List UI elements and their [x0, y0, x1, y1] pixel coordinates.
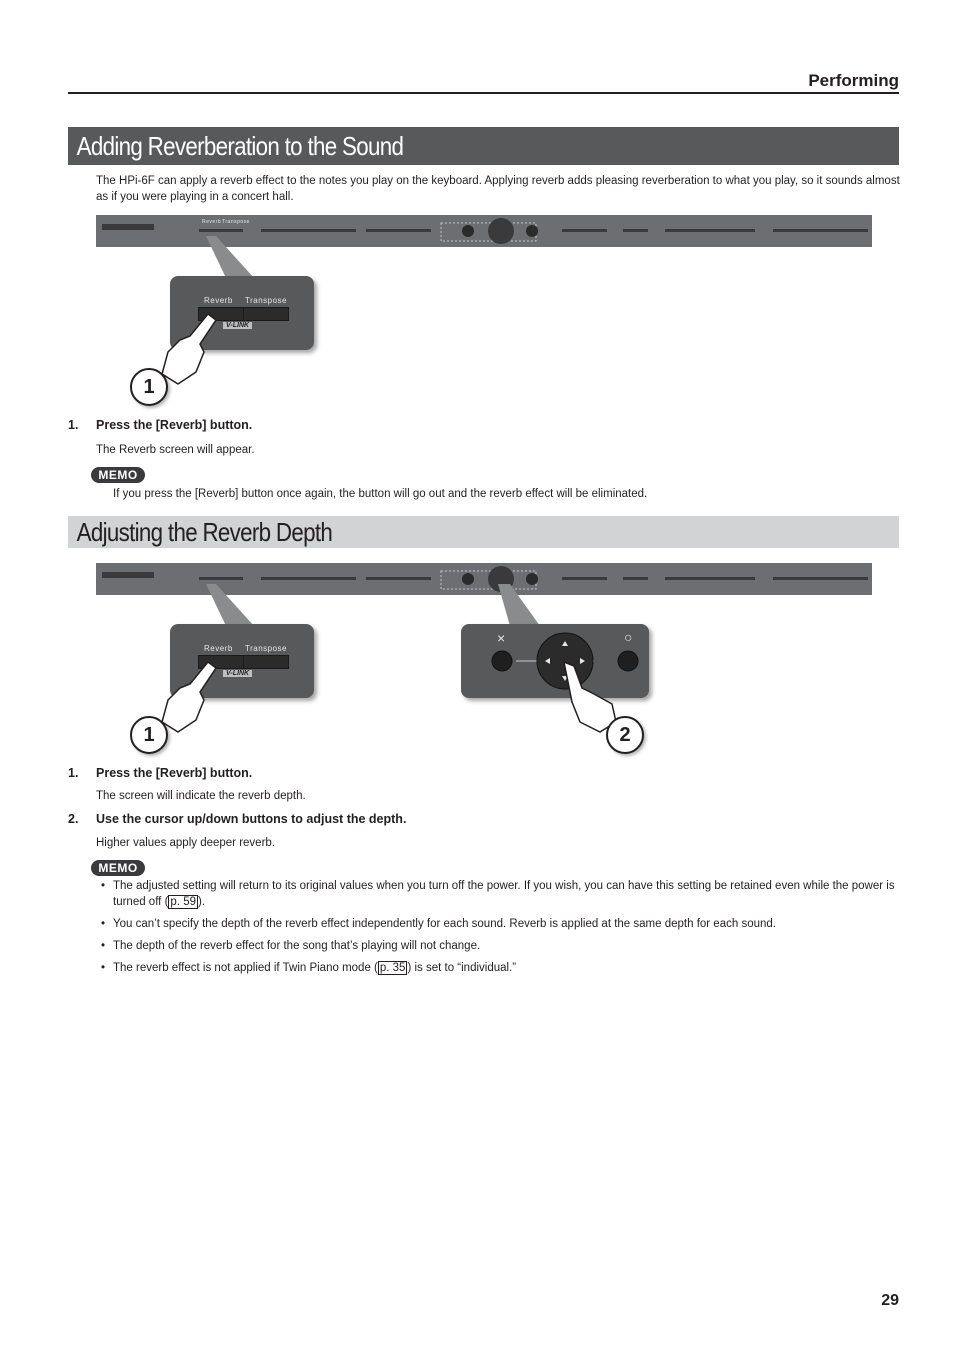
step-note: The Reverb screen will appear. — [96, 444, 255, 456]
vlink-badge: V-LINK — [223, 322, 252, 329]
section-header: Performing — [808, 71, 899, 90]
transpose-label: Transpose — [245, 296, 287, 305]
page-number: 29 — [881, 1292, 899, 1309]
cursor-pad-closeup — [461, 624, 649, 698]
callout-1: 1 — [130, 368, 168, 406]
section-title-bar — [68, 127, 899, 165]
transpose-button[interactable] — [243, 307, 289, 321]
enter-button[interactable] — [618, 651, 638, 671]
memo-bullet: • The adjusted setting will return to its original values when you turn off the power. If you wish, you can have this setting be retained even while the power is turned off ( p. 59 ). — [101, 880, 895, 908]
zoom-connector — [196, 236, 256, 278]
page-reference-link[interactable]: p. 59 — [170, 896, 196, 908]
bullet-text: The adjusted setting will return to its original values when you turn off the power. If you wish, you can have this setting be retained even while the power is turned off ( — [113, 880, 895, 908]
transpose-label: Transpose — [245, 644, 287, 653]
step-note: Higher values apply deeper reverb. — [96, 837, 275, 849]
callout-2: 2 — [606, 716, 644, 754]
bullet-text: ) is set to “individual.” — [407, 962, 517, 974]
page-reference-link[interactable]: p. 35 — [379, 962, 406, 974]
step-text: Use the cursor up/down buttons to adjust the depth. — [96, 812, 407, 826]
step-number: 2. — [68, 812, 79, 826]
reverb-label: Reverb — [204, 296, 233, 305]
bullet-text: The reverb effect is not applied if Twin Piano mode ( — [113, 962, 378, 974]
header-rule — [68, 92, 899, 94]
memo-bullet: • The reverb effect is not applied if Twin Piano mode ( p. 35 ) is set to “individual.” — [101, 962, 517, 974]
memo-badge: MEMO — [91, 467, 145, 483]
exit-button[interactable] — [492, 651, 512, 671]
strip-label-reverb: Reverb — [202, 219, 222, 225]
enter-icon: ○ — [624, 629, 633, 645]
section-title: Adjusting the Reverb Depth — [76, 517, 333, 547]
strip-label-transpose: Transpose — [222, 219, 250, 225]
transpose-button[interactable] — [243, 655, 289, 669]
zoom-connector — [490, 584, 550, 626]
bullet-text: The depth of the reverb effect for the song that’s playing will not change. — [113, 940, 481, 952]
bullet-text: You can’t specify the depth of the reverb effect independently for each sound. Reverb is applied at the same depth for each sound. — [113, 918, 776, 930]
memo-bullet: • The depth of the reverb effect for the song that’s playing will not change. — [101, 940, 481, 952]
section-title: Adding Reverberation to the Sound — [76, 131, 404, 161]
bullet-text: ). — [197, 896, 206, 908]
exit-icon: × — [497, 630, 506, 646]
step-text: Press the [Reverb] button. — [96, 766, 253, 780]
vlink-badge: V-LINK — [223, 670, 252, 677]
memo-text: If you press the [Reverb] button once again, the button will go out and the reverb effect will be eliminated. — [113, 488, 648, 500]
reverb-label: Reverb — [204, 644, 233, 653]
memo-badge: MEMO — [91, 860, 145, 876]
pointing-hand-icon — [160, 312, 220, 387]
callout-1: 1 — [130, 716, 168, 754]
step-number: 1. — [68, 766, 79, 780]
memo-bullet: • You can’t specify the depth of the reverb effect independently for each sound. Reverb is applied at the same depth for each sound. — [101, 918, 776, 930]
section-title-bar — [68, 516, 899, 548]
step-text: Press the [Reverb] button. — [96, 418, 253, 432]
step-note: The screen will indicate the reverb depth. — [96, 790, 306, 802]
cursor-up-button[interactable] — [553, 644, 577, 658]
zoom-connector — [196, 584, 256, 626]
step-number: 1. — [68, 418, 79, 432]
pointing-hand-icon — [160, 660, 220, 735]
intro-paragraph: The HPi-6F can apply a reverb effect to the notes you play on the keyboard. Applying reverb adds pleasing reverberation to what you play, so it sounds almost as if you were playing in a concert hall. — [96, 175, 900, 203]
